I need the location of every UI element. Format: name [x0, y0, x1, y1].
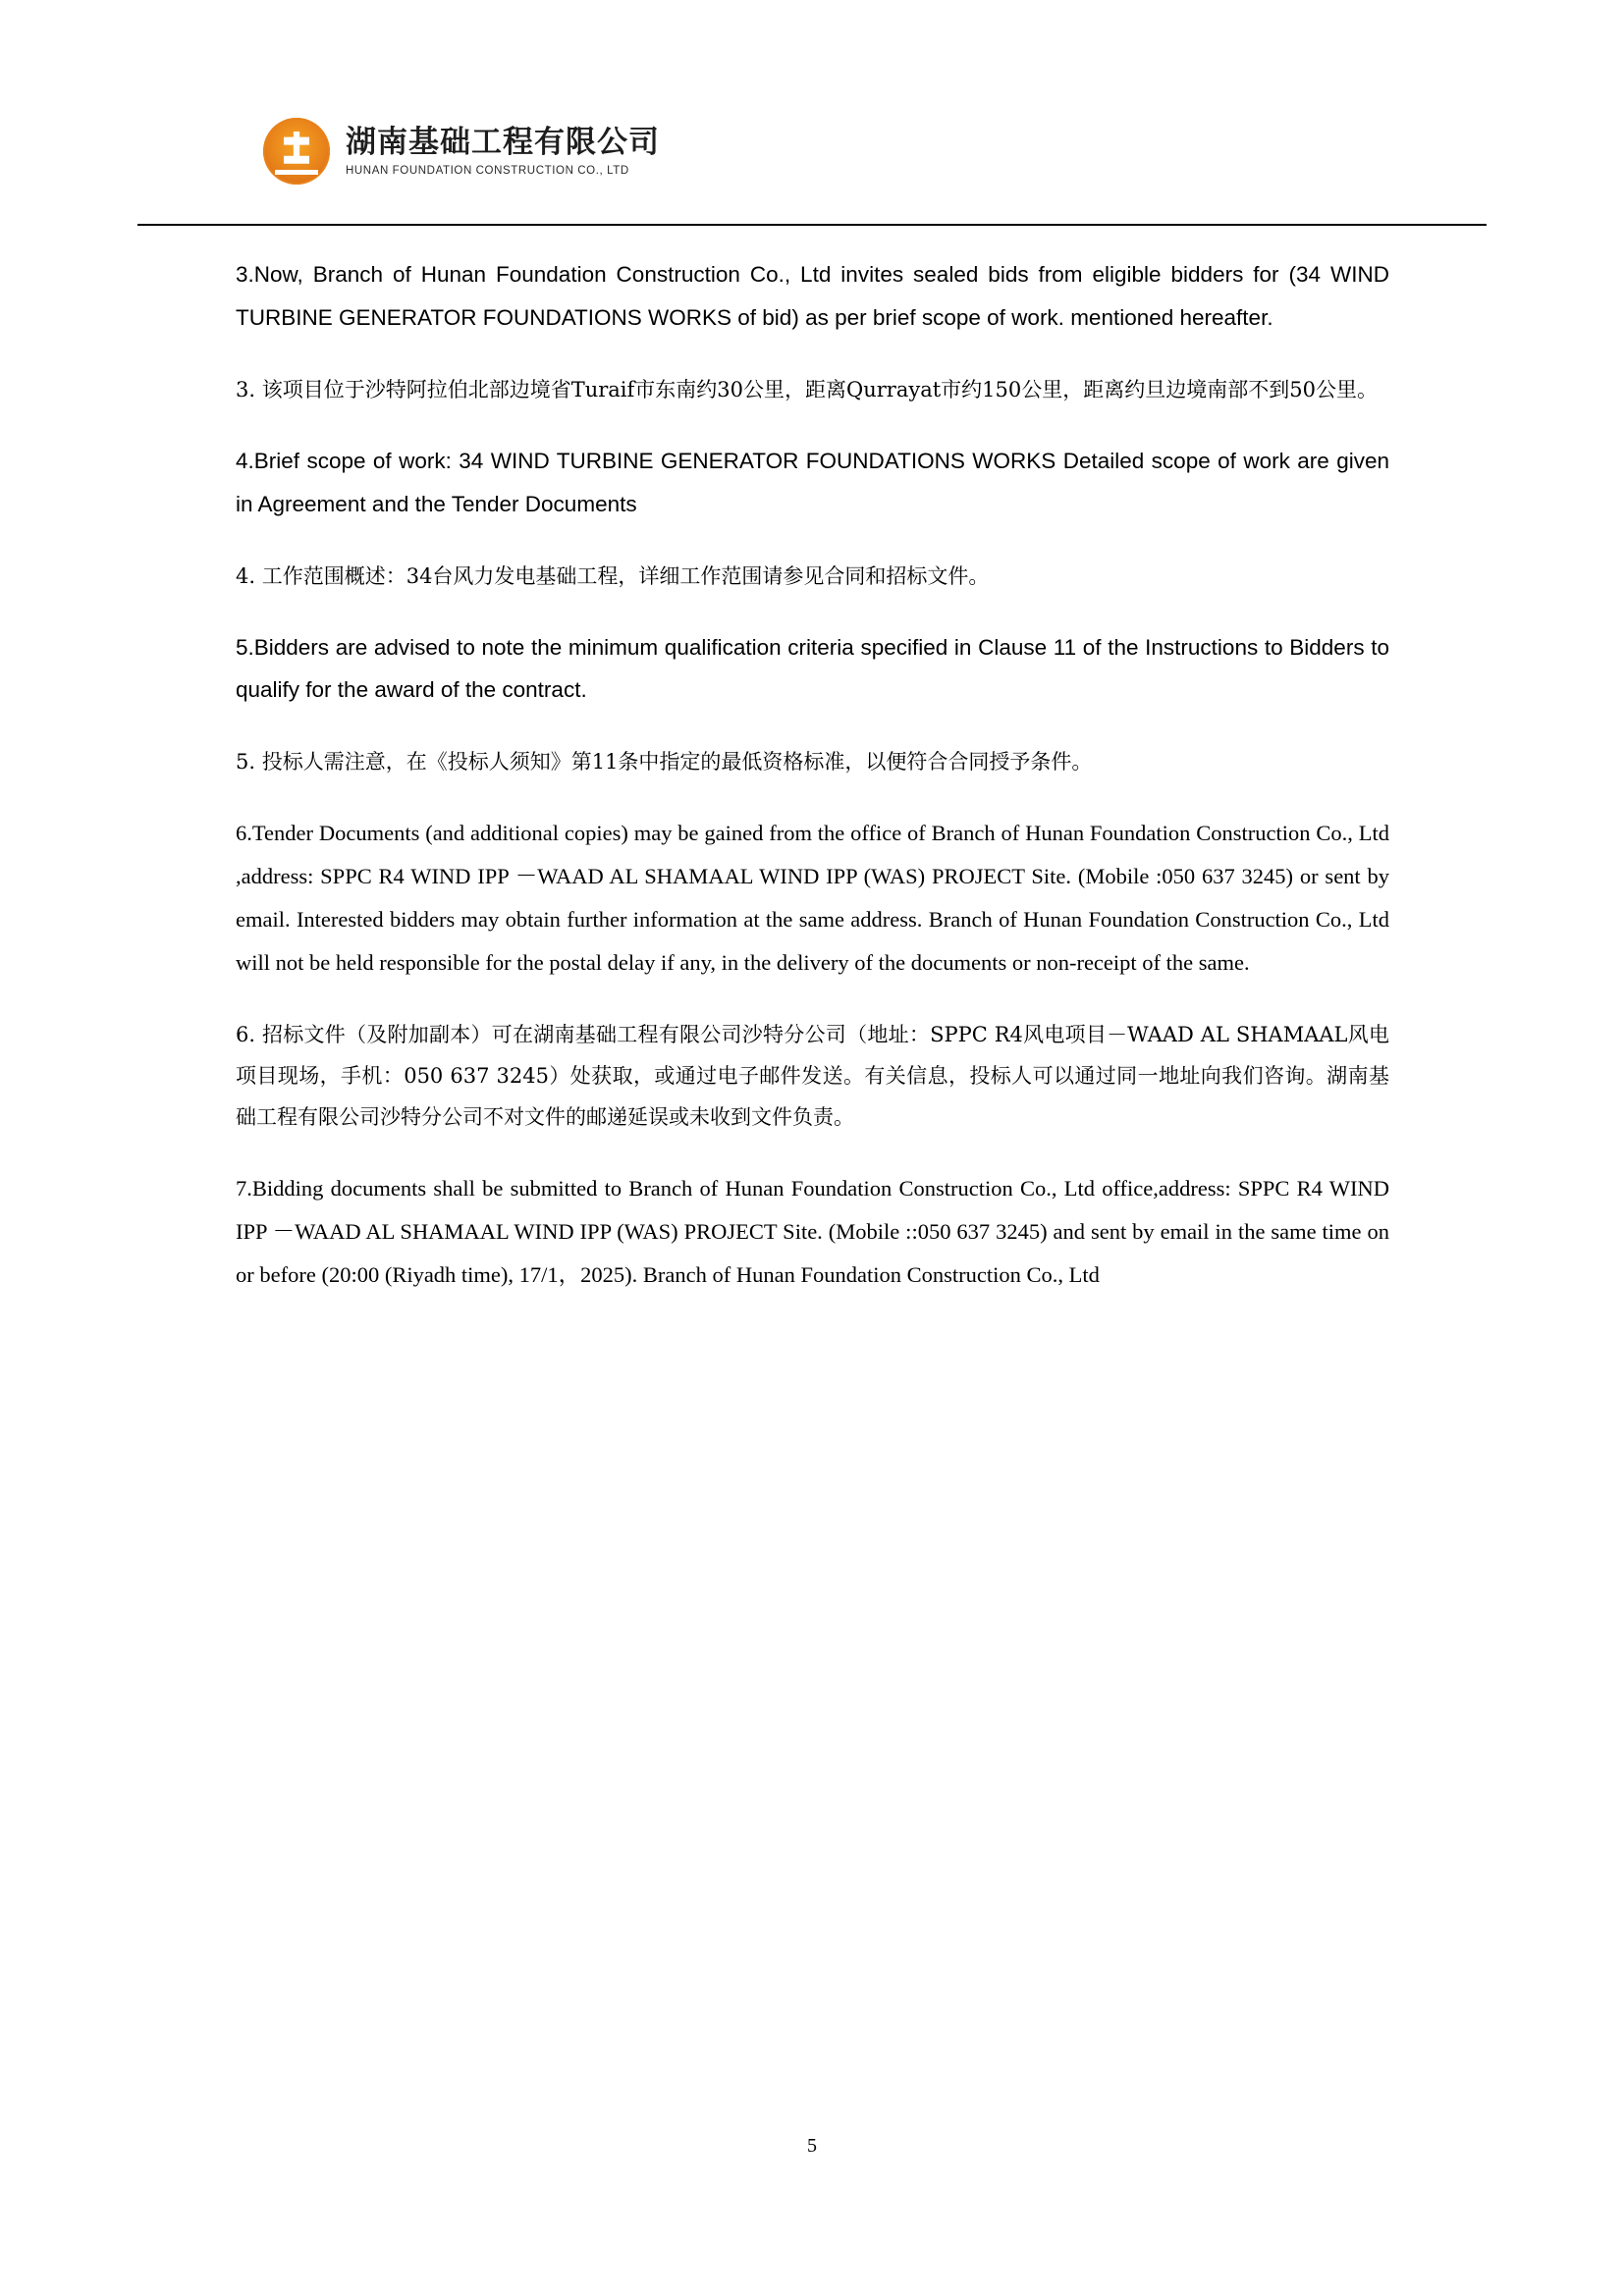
paragraph-4-cn: 4. 工作范围概述：34台风力发电基础工程，详细工作范围请参见合同和招标文件。 [236, 563, 990, 588]
company-seal-icon [263, 118, 330, 185]
paragraph-6-cn: 6. 招标文件（及附加副本）可在湖南基础工程有限公司沙特分公司（地址：SPPC R4风电项目－WAAD AL SHAMAAL风电项目现场，手机：050 637 3245）处获取，或通过电子邮件发送。有关信息，投标人可以通过同一地址向我们咨询。湖南基础工程有限公司沙特分公司不对文件的邮递延误或未收到文件负责。 [236, 1022, 1389, 1129]
company-logo [263, 118, 660, 185]
document-body [236, 253, 1389, 1325]
header-divider [137, 224, 1487, 226]
document-header [0, 118, 1624, 226]
company-name-cn: 湖南基础工程有限公司 [346, 125, 660, 161]
paragraph-7-en: 7.Bidding documents shall be submitted to Branch of Hunan Foundation Construction Co., Ltd office,address: SPPC R4 WIND IPP －WAAD AL SHAMAAL WIND IPP (WAS) PROJECT Site. (Mobile ::050 637 3245) and sent by email in the same time on or before (20:00 (Riyadh time), 17/1，2025). Branch of Hunan Foundation Construction Co., Ltd [236, 1175, 1389, 1287]
paragraph-6-en: 6.Tender Documents (and additional copies) may be gained from the office of Branch of Hunan Foundation Construction Co., Ltd ,address: SPPC R4 WIND IPP －WAAD AL SHAMAAL WIND IPP (WAS) PROJECT Site. (Mobile :050 637 3245) or sent by email. Interested bidders may obtain further information at the same address. Branch of Hunan Foundation Construction Co., Ltd will not be held responsible for the postal delay if any, in the delivery of the documents or non-receipt of the same. [236, 821, 1389, 975]
paragraph-3-en: 3.Now, Branch of Hunan Foundation Construction Co., Ltd invites sealed bids from eligible bidders for (34 WIND TURBINE GENERATOR FOUNDATIONS WORKS of bid) as per brief scope of work. mentioned hereafter. [236, 262, 1389, 330]
paragraph-4-en: 4.Brief scope of work: 34 WIND TURBINE GENERATOR FOUNDATIONS WORKS Detailed scope of work are given in Agreement and the Tender Documents [236, 448, 1389, 516]
paragraph-3-cn: 3. 该项目位于沙特阿拉伯北部边境省Turaif市东南约30公里，距离Qurrayat市约150公里，距离约旦边境南部不到50公里。 [236, 377, 1378, 401]
paragraph-5-cn: 5. 投标人需注意，在《投标人须知》第11条中指定的最低资格标准，以便符合合同授予条件。 [236, 750, 1093, 774]
company-name-en: HUNAN FOUNDATION CONSTRUCTION CO., LTD [346, 164, 629, 177]
company-name-block [346, 126, 660, 176]
paragraph-5-en: 5.Bidders are advised to note the minimum qualification criteria specified in Clause 11 of the Instructions to Bidders to qualify for the award of the contract. [236, 634, 1389, 703]
page-number: 5 [807, 2135, 817, 2157]
